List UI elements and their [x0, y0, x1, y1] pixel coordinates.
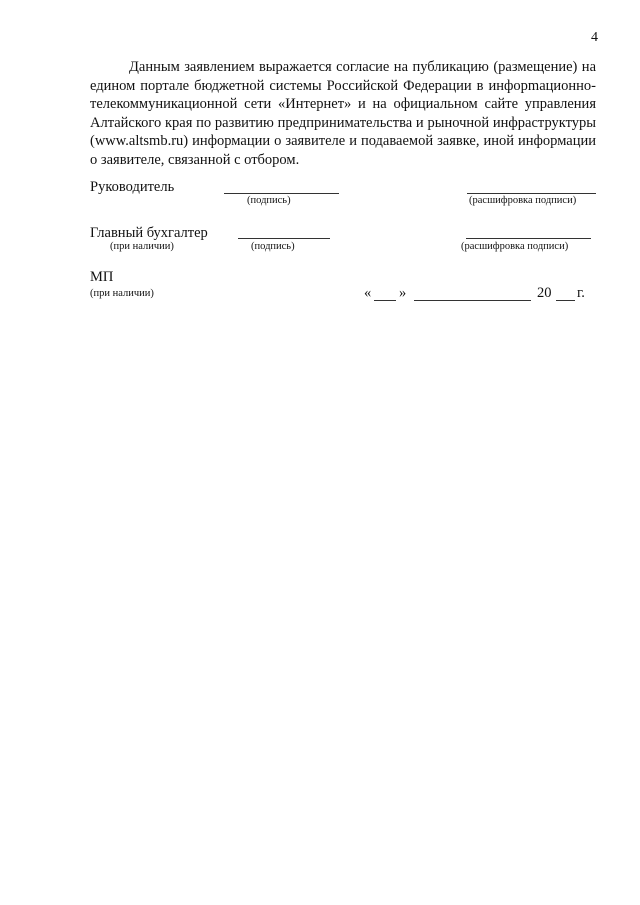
head-decoding-line [467, 193, 596, 194]
date-close-quote: » [399, 285, 407, 301]
head-signature-line [224, 193, 339, 194]
accountant-decoding-caption: (расшифровка подписи) [461, 241, 569, 252]
accountant-decoding-line [466, 238, 591, 239]
date-month-line [414, 300, 531, 301]
accountant-signature-caption: (подпись) [251, 241, 295, 252]
accountant-signature-line [238, 238, 330, 239]
date-open-quote: « [364, 285, 372, 301]
consent-paragraph: Данным заявлением выражается согласие на публикацию (размещение) на едином портале бюджетной системы Российской Федерации в инфорmационно-телекоммуникационной сети «Интернет» и на официальном сайте управления Алтайского края по развитию предпринимательства и рыночной инфраструктуры (www.altsmb.ru) информации о заявителе и подаваемой заявке, иной информации о заявителе, связанной с отбором. [90, 59, 596, 168]
stamp-label: МП [90, 269, 114, 285]
date-day-line [374, 300, 396, 301]
page-number: 4 [591, 30, 598, 45]
accountant-role-label: Главный бухгалтер [90, 225, 208, 241]
date-year-suffix: г. [577, 285, 585, 301]
accountant-role-note: (при наличии) [110, 241, 174, 252]
date-year-line [556, 300, 575, 301]
head-signature-caption: (подпись) [247, 195, 291, 206]
date-year-prefix: 20 [537, 285, 552, 301]
head-decoding-caption: (расшифровка подписи) [469, 195, 577, 206]
head-role-label: Руководитель [90, 179, 175, 195]
stamp-note: (при наличии) [90, 288, 154, 299]
